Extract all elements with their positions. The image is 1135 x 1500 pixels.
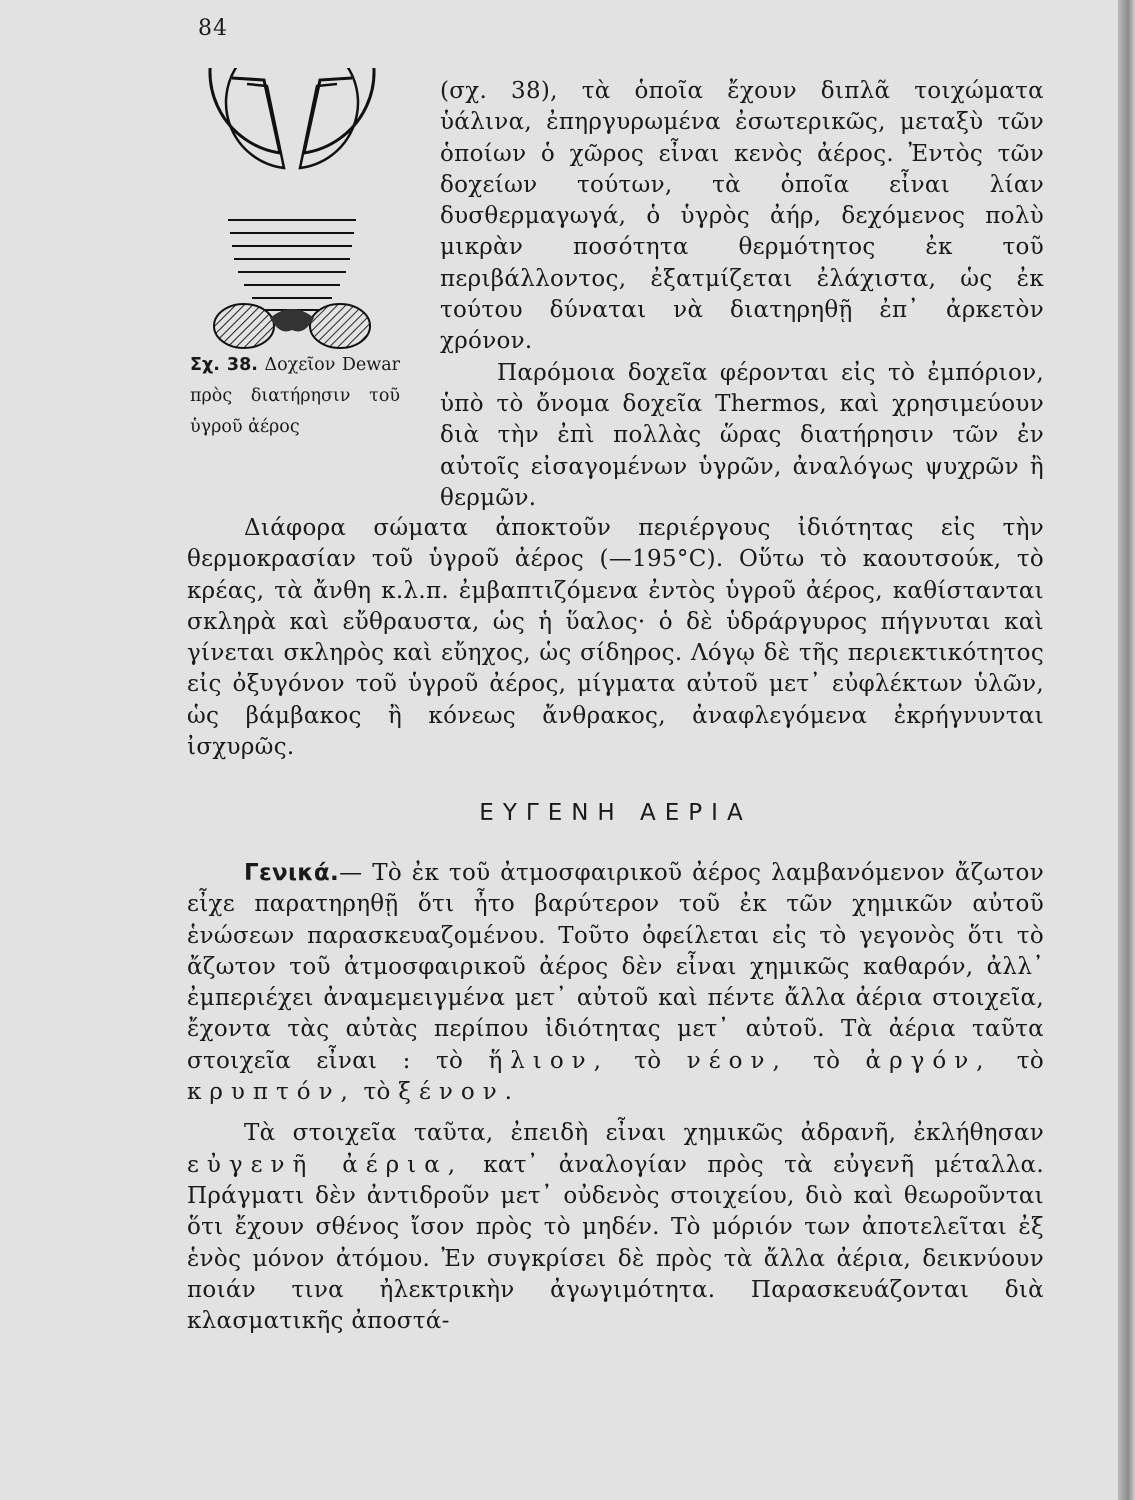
figure-label: Σχ. 38. <box>190 355 258 375</box>
flask-base-wad <box>270 309 314 332</box>
flask-base-pad-right <box>310 304 370 348</box>
flask-inner-wall <box>226 68 358 168</box>
paragraph: Παρόμοια δοχεῖα φέρονται εἰς τὸ ἐμπόριον, ὑπὸ τὸ ὄνομα δοχεῖα Thermos, καὶ χρησιμεύουν διὰ τὴν ἐπὶ πολλὰς ὥρας διατήρησιν τῶν ἐν αὐτοῖς εἰσαγομένων ὑγρῶν, ἀναλόγως ψυχρῶν ἢ θερμῶν. <box>440 359 1044 511</box>
element-name: ξένον. <box>398 1079 520 1106</box>
paragraph-block <box>187 513 1044 763</box>
paragraph-lead: Γενικά. <box>244 860 340 886</box>
section-heading: ΕΥΓΕΝΗ ΑΕΡΙΑ <box>479 800 752 826</box>
dewar-flask-figure <box>192 68 392 368</box>
paragraph-block <box>187 858 1044 1337</box>
figure-caption-text: Δοχεῖον Dewar πρὸς διατήρησιν τοῦ ὑγροῦ ἀέρος <box>190 355 401 437</box>
page-number: 84 <box>198 16 228 41</box>
figure-caption <box>190 350 400 443</box>
flask-base-pad-left <box>214 304 274 348</box>
side-column <box>440 76 1044 514</box>
element-name: κρυπτόν, <box>187 1079 356 1106</box>
paragraph: Τὰ στοιχεῖα ταῦτα, ἐπειδὴ εἶναι χημικῶς ἀδρανῆ, ἐκλήθησαν εὐγενῆ ἀέρια, κατ᾿ ἀναλογίαν πρὸς τὰ εὐγενῆ μέταλλα. Πράγματι δὲν ἀντιδροῦν μετ᾿ οὐδενὸς στοιχείου, διὸ καὶ θεωροῦνται ὅτι ἔχουν σθένος ἴσον πρὸς τὸ μηδέν. Τὸ μόριόν των ἀποτελεῖται ἐξ ἑνὸς μόνον ἀτόμου. Ἐν συγκρίσει δὲ πρὸς τὰ ἄλλα ἀέρια, δεικνύουν ποιάν τινα ἠλεκτρικὴν ἀγωγιμότητα. Παρασκευάζονται διὰ κλασματικῆς ἀποστά- <box>187 1120 1044 1335</box>
paragraph: (σχ. 38), τὰ ὁποῖα ἔχουν διπλᾶ τοιχώματα ὑάλινα, ἐπηργυρωμένα ἐσωτερικῶς, μεταξὺ τῶν ὁποίων ὁ χῶρος εἶναι κενὸς ἀέρος. Ἐντὸς τῶν δοχείων τούτων, τὰ ὁποῖα εἶναι λίαν δυσθερμαγωγά, ὁ ὑγρὸς ἀήρ, δεχόμενος πολὺ μικρὰν ποσότητα θερμότητος ἐκ τοῦ περιβάλλοντος, ἐξατμίζεται ἐλάχιστα, ὡς ἐκ τούτου δύναται νὰ διατηρηθῇ ἐπ᾿ ἀρκετὸν χρόνον. <box>440 78 1044 355</box>
element-name: ἀργόν, <box>865 1047 992 1074</box>
book-spine-edge <box>1118 0 1135 1500</box>
paragraph: Διάφορα σώματα ἀποκτοῦν περιέργους ἰδιότητας εἰς τὴν θερμοκρασίαν τοῦ ὑγροῦ ἀέρος (—195°C). Οὕτω τὸ καουτσούκ, τὸ κρέας, τὰ ἄνθη κ.λ.π. ἐμβαπτιζόμενα ἐντὸς ὑγροῦ ἀέρος, καθίστανται σκληρὰ καὶ εὔθραυστα, ὡς ἡ ὕαλος· ὁ δὲ ὑδράργυρος πήγνυται καὶ γίνεται σκληρὸς καὶ εὔηχος, ὡς σίδηρος. Λόγῳ δὲ τῆς περιεκτικότητος εἰς ὀξυγόνον τοῦ ὑγροῦ ἀέρος, μίγματα αὐτοῦ μετ᾿ εὐφλέκτων ὑλῶν, ὡς βάμβακος ἢ κόνεως ἄνθρακος, ἀναφλεγόμενα ἐκρήγνυνται ἰσχυρῶς. <box>187 515 1044 761</box>
element-name: ἥλιον, <box>488 1047 609 1074</box>
spaced-term: εὐγενῆ ἀέρια, <box>187 1151 464 1178</box>
flask-outer-wall <box>210 68 374 153</box>
paragraph: Γενικά.— Τὸ ἐκ τοῦ ἀτμοσφαιρικοῦ ἀέρος λαμβανόμενον ἄζωτον εἶχε παρατηρηθῇ ὅτι ἦτο βαρύτερον τοῦ ἐκ τῶν χημικῶν αὐτοῦ ἑνώσεων παρασκευαζομένου. Τοῦτο ὀφείλεται εἰς τὸ γεγονὸς ὅτι τὸ ἄζωτον τοῦ ἀτμοσφαιρικοῦ ἀέρος δὲν εἶναι χημικῶς καθαρόν, ἀλλ᾿ ἐμπεριέχει ἀναμεμειγμένα μετ᾿ αὐτοῦ καὶ πέντε ἄλλα ἀέρια στοιχεῖα, ἔχοντα τὰς αὐτὰς περίπου ἰδιότητας μετ᾿ αὐτοῦ. Τὰ ἀέρια ταῦτα στοιχεῖα εἶναι : τὸ ἥλιον, τὸ νέον, τὸ ἀργόν, τὸ κρυπτόν, τὸ ξένον. <box>187 860 1044 1106</box>
liquid-air-level <box>228 220 356 310</box>
element-name: νέον, <box>686 1047 788 1074</box>
paragraph-body: — Τὸ ἐκ τοῦ ἀτμοσφαιρικοῦ ἀέρος λαμβανόμενον ἄζωτον εἶχε παρατηρηθῇ ὅτι ἦτο βαρύτερον τοῦ ἐκ τῶν χημικῶν αὐτοῦ ἑνώσεων παρασκευαζομένου. Τοῦτο ὀφείλεται εἰς τὸ γεγονὸς ὅτι τὸ ἄζωτον τοῦ ἀτμοσφαιρικοῦ ἀέρος δὲν εἶναι χημικῶς καθαρόν, ἀλλ᾿ ἐμπεριέχει ἀναμεμειγμένα μετ᾿ αὐτοῦ καὶ πέντε ἄλλα ἀέρια στοιχεῖα, ἔχοντα τὰς αὐτὰς περίπου ἰδιότητας μετ᾿ αὐτοῦ. Τὰ ἀέρια ταῦτα στοιχεῖα εἶναι : <box>187 860 1044 1074</box>
